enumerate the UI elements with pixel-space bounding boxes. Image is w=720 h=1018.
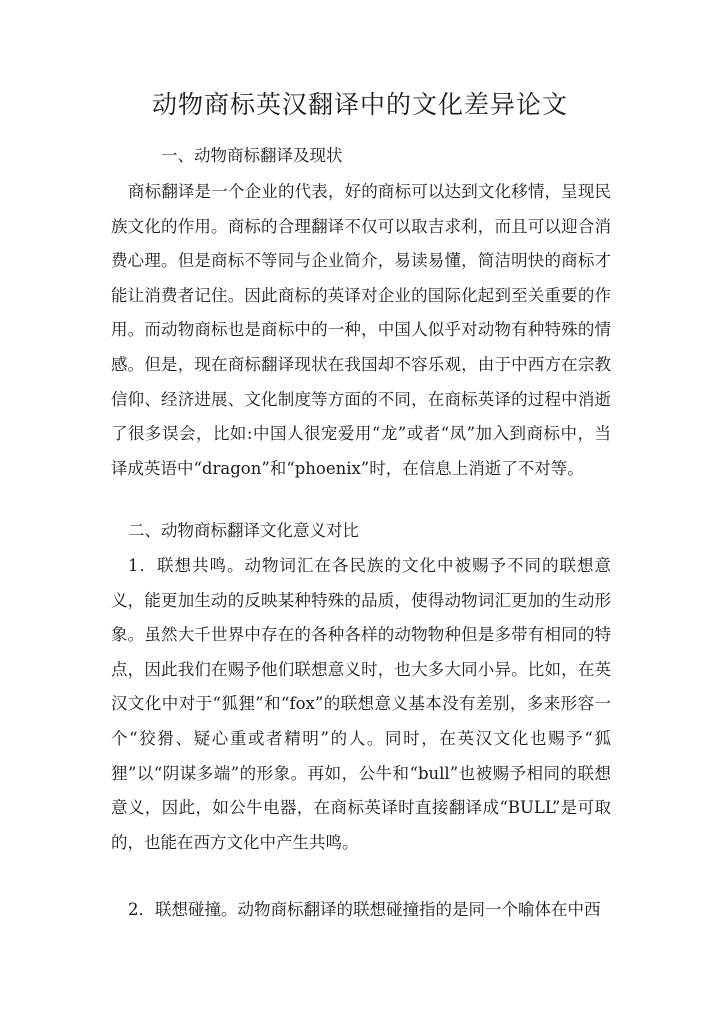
paragraph-3: 2．联想碰撞。动物商标翻译的联想碰撞指的是同一个喻体在中西 <box>128 900 601 919</box>
paragraph-2: 1．联想共鸣。动物词汇在各民族的文化中被赐予不同的联想意义，能更加生动的反映某种特殊的品质，使得动物词汇更加的生动形象。虽然大千世界中存在的各种各样的动物物种但是多带有相同的特点，因此我们在赐予他们联想意义时，也大多大同小异。比如，在英汉文化中对于“狐狸”和“fox”的联想意义基本没有差别，多来形容一个“狡猾、疑心重或者精明”的人。同时，在英汉文化也赐予“狐狸”以“阴谋多端”的形象。再如，公牛和“bull”也被赐予相同的联想意义，因此，如公牛电器，在商标英译时直接翻译成“BULL”是可取的，也能在西方文化中产生共鸣。 <box>111 556 611 852</box>
paragraph-1: 商标翻译是一个企业的代表，好的商标可以达到文化移情，呈现民族文化的作用。商标的合理翻译不仅可以取吉求利，而且可以迎合消费心理。但是商标不等同与企业简介，易读易懂，简洁明快的商标才能让消费者记住。因此商标的英译对企业的国际化起到至关重要的作用。而动物商标也是商标中的一种，中国人似乎对动物有种特殊的情感。但是，现在商标翻译现状在我国却不容乐观，由于中西方在宗教信仰、经济进展、文化制度等方面的不同，在商标英译的过程中消逝了很多误会，比如:中国人很宠爱用“龙”或者“凤”加入到商标中，当译成英语中“dragon”和“phoenix”时，在信息上消逝了不对等。 <box>111 182 611 478</box>
section-heading-2: 二、动物商标翻译文化意义对比 <box>128 521 359 540</box>
section-heading-1: 一、动物商标翻译及现状 <box>161 146 343 165</box>
document-title: 动物商标英汉翻译中的文化差异论文 <box>151 90 568 119</box>
